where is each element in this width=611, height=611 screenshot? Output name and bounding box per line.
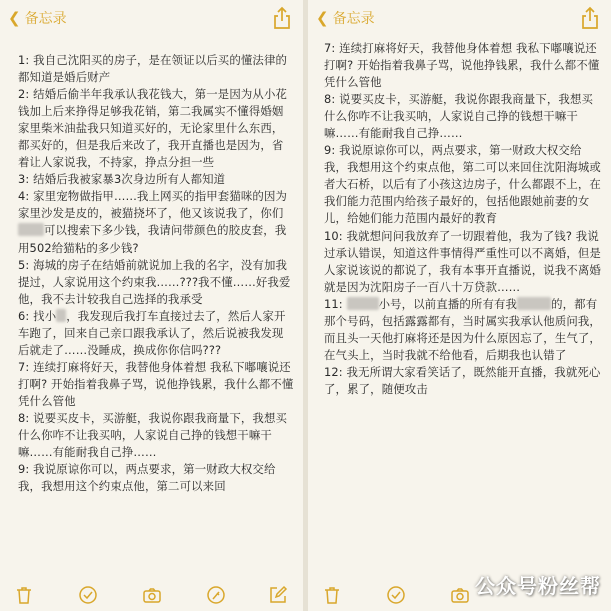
redacted-blur — [347, 297, 379, 310]
chevron-left-icon: ❮ — [316, 9, 329, 27]
checklist-icon[interactable] — [78, 585, 98, 605]
note-paragraph — [18, 308, 294, 359]
note-paragraph: 9: 我说原谅你可以，两点要求，第一财政大权交给我，我想用这个约束点他，第二可以来回 — [18, 462, 276, 494]
back-label: 备忘录 — [332, 11, 375, 27]
nav-bar — [0, 0, 303, 38]
note-paragraph: 12: 我无所谓大家看笑话了，既然能开直播，我就死心了，累了，随便攻击 — [324, 364, 601, 396]
note-paragraph — [324, 296, 604, 364]
trash-icon[interactable] — [322, 585, 342, 605]
note-paragraph: 8: 说要买皮卡，买游艇，我说你跟我商量下，我想买什么你咋不让我买呐，人家说自己挣的钱想干嘛干嘛……有能耐我自己挣…… — [324, 92, 594, 141]
watermark: 公众号粉丝帮 — [475, 574, 601, 598]
trash-icon[interactable] — [14, 585, 34, 605]
note-text: 可以搜索下多少钱，我请问带颜色的胶皮套，我用502给猫粘的多少钱? — [18, 223, 287, 255]
pen-icon[interactable] — [206, 585, 226, 605]
note-text: 11: — [324, 296, 343, 311]
note-paragraph — [18, 188, 294, 256]
note-body[interactable] — [18, 52, 294, 495]
note-paragraph: 3: 结婚后我被家暴3次身边所有人都知道 — [18, 172, 226, 187]
note-paragraph: 9: 我说原谅你可以，两点要求，第一财政大权交给我，我想用这个约束点他，第二可以来回住沈阳海城或者大石桥，以后有了小孩这边房子，什么都跟不上，在我们能力范围内给孩子最好的，包括他跟她前妻的女儿，给她们能力范围内最好的教育 — [324, 143, 601, 226]
note-paragraph: 2: 结婚后偷半年我承认我花钱大，第一是因为从小花钱加上后来挣得足够我花销，第二我属实不懂得婚姻家里柴米油盐我只知道买好的，无论家里什么东西，都买好的，但是我后来改了，我开直播也是因为，省着让人家说我，不持家，挣点分担一些 — [18, 87, 288, 170]
back-button[interactable] — [8, 8, 67, 28]
redacted-blur — [18, 223, 44, 236]
back-label: 备忘录 — [24, 11, 67, 27]
share-icon[interactable] — [271, 6, 293, 30]
compose-icon[interactable] — [268, 585, 288, 605]
note-paragraph: 7: 连续打麻将好天，我替他身体着想 我私下嘟嚷说还打啊? 开始指着我鼻子骂，说他挣钱累，我什么都不懂凭什么管他 — [324, 41, 600, 90]
back-button[interactable] — [316, 8, 375, 28]
note-text: 小号，以前直播的所有有我 — [378, 296, 518, 311]
camera-icon[interactable] — [142, 585, 162, 605]
note-text: 6: 找小 — [18, 308, 57, 323]
nav-bar — [308, 0, 611, 38]
share-icon[interactable] — [579, 6, 601, 30]
redacted-blur — [56, 309, 66, 322]
note-body[interactable] — [324, 40, 604, 398]
note-text: ，我发现后我打车直接过去了，然后人家开车跑了，回来自己亲口跟我承认了，然后说被我发现后就走了……没睡成，换成你你信吗??? — [18, 308, 286, 357]
bottom-toolbar — [0, 577, 303, 611]
checklist-icon[interactable] — [386, 585, 406, 605]
note-text: 4: 家里宠物做指甲……我上网买的指甲套猫咪的因为家里沙发是皮的，被猫挠坏了，他又该说我了，你们 — [18, 189, 288, 221]
chevron-left-icon: ❮ — [8, 9, 21, 27]
note-paragraph: 1: 我自己沈阳买的房子，是在领证以后买的懂法律的都知道是婚后财产 — [18, 53, 288, 85]
note-paragraph: 7: 连续打麻将好天，我替他身体着想 我私下嘟嚷说还打啊? 开始指着我鼻子骂，说他挣钱累，我什么都不懂凭什么管他 — [18, 359, 294, 408]
note-text: 的，都有那个号码，包括露露都有，当时属实我承认他质问我，而且头一天他打麻将还是因为什么原因忘了，生气了，在气头上，当时我就不给他看，后期我也认错了 — [324, 296, 601, 362]
note-paragraph: 10: 我就想问问我放弃了一切跟着他，我为了钱? 我说过承认错误，知道这件事情得严重性可以不离婚，但是人家说该说的都说了，我有本事开直播说，说我不离婚就是因为沈阳房子一百八十万贷款…… — [324, 228, 601, 294]
notes-screen-left — [0, 0, 303, 611]
note-paragraph: 5: 海城的房子在结婚前就说加上我的名字，没有加我提过，人家说用这个约束我……???我不懂……好我爱他，我不去计较我自己选择的我承受 — [18, 257, 291, 306]
notes-screen-right — [308, 0, 611, 611]
note-paragraph: 8: 说要买皮卡，买游艇，我说你跟我商量下，我想买什么你咋不让我买呐，人家说自己挣的钱想干嘛干嘛……有能耐我自己挣…… — [18, 410, 288, 460]
redacted-blur — [517, 297, 551, 310]
camera-icon[interactable] — [450, 585, 470, 605]
